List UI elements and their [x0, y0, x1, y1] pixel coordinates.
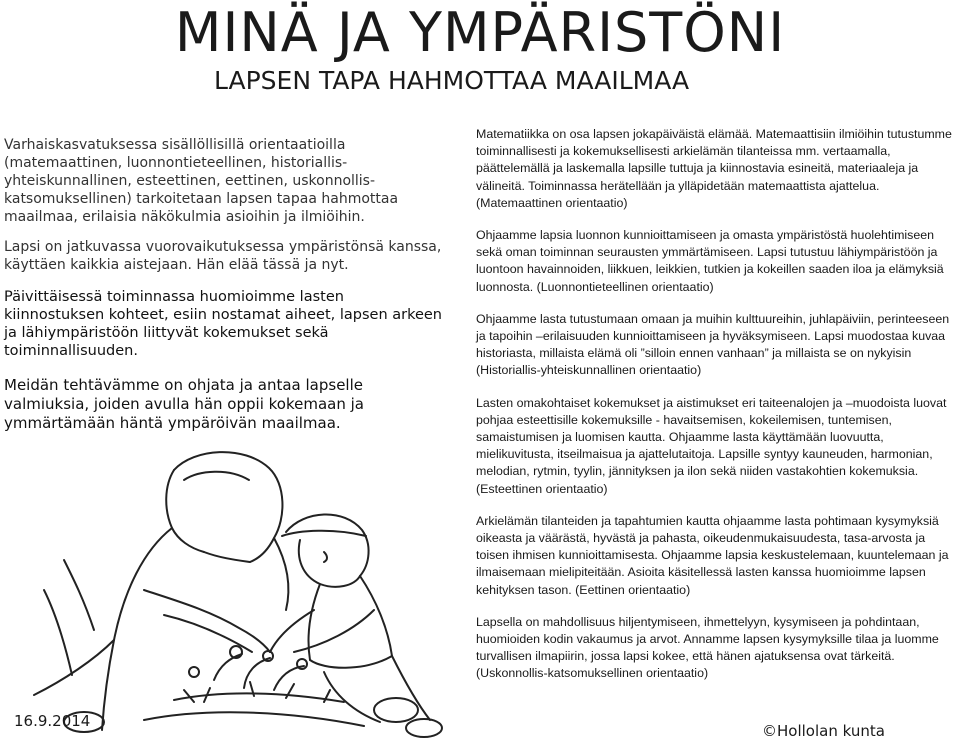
orientation-historical-social: Ohjaamme lasta tutustumaan omaan ja muihin kulttuureihin, juhlapäiviin, perinteeseen ja tapoihin –erilaisuuden kunnioittamiseen ja hyväksymiseen. Lapsi muodostaa kuvaa historiasta, millaista elämä oli ”silloin ennen vanhaan” ja millaista se on nykyisin (Historiallis-yhteiskunnallinen orientaatio)	[476, 311, 950, 378]
orientation-mathematical: Matematiikka on osa lapsen jokapäiväistä elämää. Matemaattisiin ilmiöihin tutustumme toiminnallisesti ja kokemuksellisesti arkielämän tilanteissa mm. vertaamalla, päättelemällä ja laskemalla lapsille tuttuja ja kiinnostavia esineitä, materiaaleja ja välineitä. Toiminnassa herätellään ja ylläpidetään matemaattista ajattelua. (Matemaattinen orientaatio)	[476, 127, 952, 210]
orientation-ethical: Arkielämän tilanteiden ja tapahtumien kautta ohjaamme lasta pohtimaan kysymyksiä oikeasta ja väärästä, hyvästä ja pahasta, oikeudenmukaisuudesta, tasa-arvosta ja toisen ihmisen kunnioittamisesta. Ohjaamme lapsia keskustelemaan, kuuntelemaan ja ilmaisemaan mielipiteitään. Asioita käsitellessä lasten kanssa huomioimme lapsen kehityksen tason. (Eettinen orientaatio)	[476, 513, 949, 597]
orientation-natural-science: Ohjaamme lapsia luonnon kunnioittamiseen ja omasta ympäristöstä huolehtimiseen sekä oman toiminnan seurausten ymmärtämiseen. Lapsi tutustuu lähiympäristöön ja luontoon havainnoiden, liikkuen, leikkien, tutkien ja kokeillen saaden iloa ja elämyksiä luonnosta. (Luonnontieteellinen orientaatio)	[476, 228, 944, 294]
intro-paragraph-interaction: Lapsi on jatkuvassa vuorovaikutuksessa ympäristönsä kanssa, käyttäen kaikkia aistejaan. Hän elää tässä ja nyt.	[4, 239, 442, 273]
intro-paragraph-daily-activity: Päivittäisessä toiminnassa huomioimme lasten kiinnostuksen kohteet, esiin nostamat aiheet, lapsen arkeen ja lähiympäristöön liittyvät kokemukset sekä toiminnallisuuden.	[4, 289, 443, 359]
intro-paragraph-our-task: Meidän tehtävämme on ohjata ja antaa lapselle valmiuksia, joiden avulla hän oppii kokemaan ja ymmärtämään häntä ympäröivän maailmaa.	[4, 376, 364, 432]
adult-and-child-planting-illustration	[24, 440, 464, 740]
intro-column	[4, 136, 444, 444]
date-label: 16.9.2014	[14, 712, 91, 730]
intro-paragraph-orientations: Varhaiskasvatuksessa sisällöllisillä orientaatioilla (matemaattinen, luonnontieteellinen, historiallis-yhteiskunnallinen, esteettinen, eettinen, uskonnollis-katsomuksellinen) tarkoitetaan lapsen tapaa hahmottaa maailmaa, erilaisia näkökulmia asioihin ja ilmiöihin.	[4, 137, 399, 225]
copyright-label: ©Hollolan kunta	[762, 722, 885, 740]
page-subtitle: LAPSEN TAPA HAHMOTTAA MAAILMAA	[214, 66, 690, 95]
page-title: MINÄ JA YMPÄRISTÖNI	[174, 1, 786, 64]
orientation-aesthetic: Lasten omakohtaiset kokemukset ja aistimukset eri taiteenalojen ja –muodoista luovat pohjaa esteettisille kokemuksille - havaitsemisen, kokeilemisen, tuntemisen, samaistumisen ja luomisen kautta. Ohjaamme lasta käyttämään luovuutta, mielikuvitusta, itseilmaisua ja ajattelutaitoja. Lapsille syntyy kauneuden, harmonian, melodian, rytmin, tyylin, jännityksen ja ilon sekä niiden vastakohtien kokemuksia. (Esteettinen orientaatio)	[476, 395, 947, 496]
orientations-column	[476, 126, 954, 683]
orientation-religious-worldview: Lapsella on mahdollisuus hiljentymiseen, ihmettelyyn, kysymiseen ja pohdintaan, huomioiden kodin vakaumus ja arvot. Annamme lapsen kysymyksille tilaa ja luomme turvallisen ilmapiirin, jossa lapsi kokee, että hänen ajatuksensa ovat tärkeitä. (Uskonnollis-katsomuksellinen orientaatio)	[476, 614, 939, 681]
